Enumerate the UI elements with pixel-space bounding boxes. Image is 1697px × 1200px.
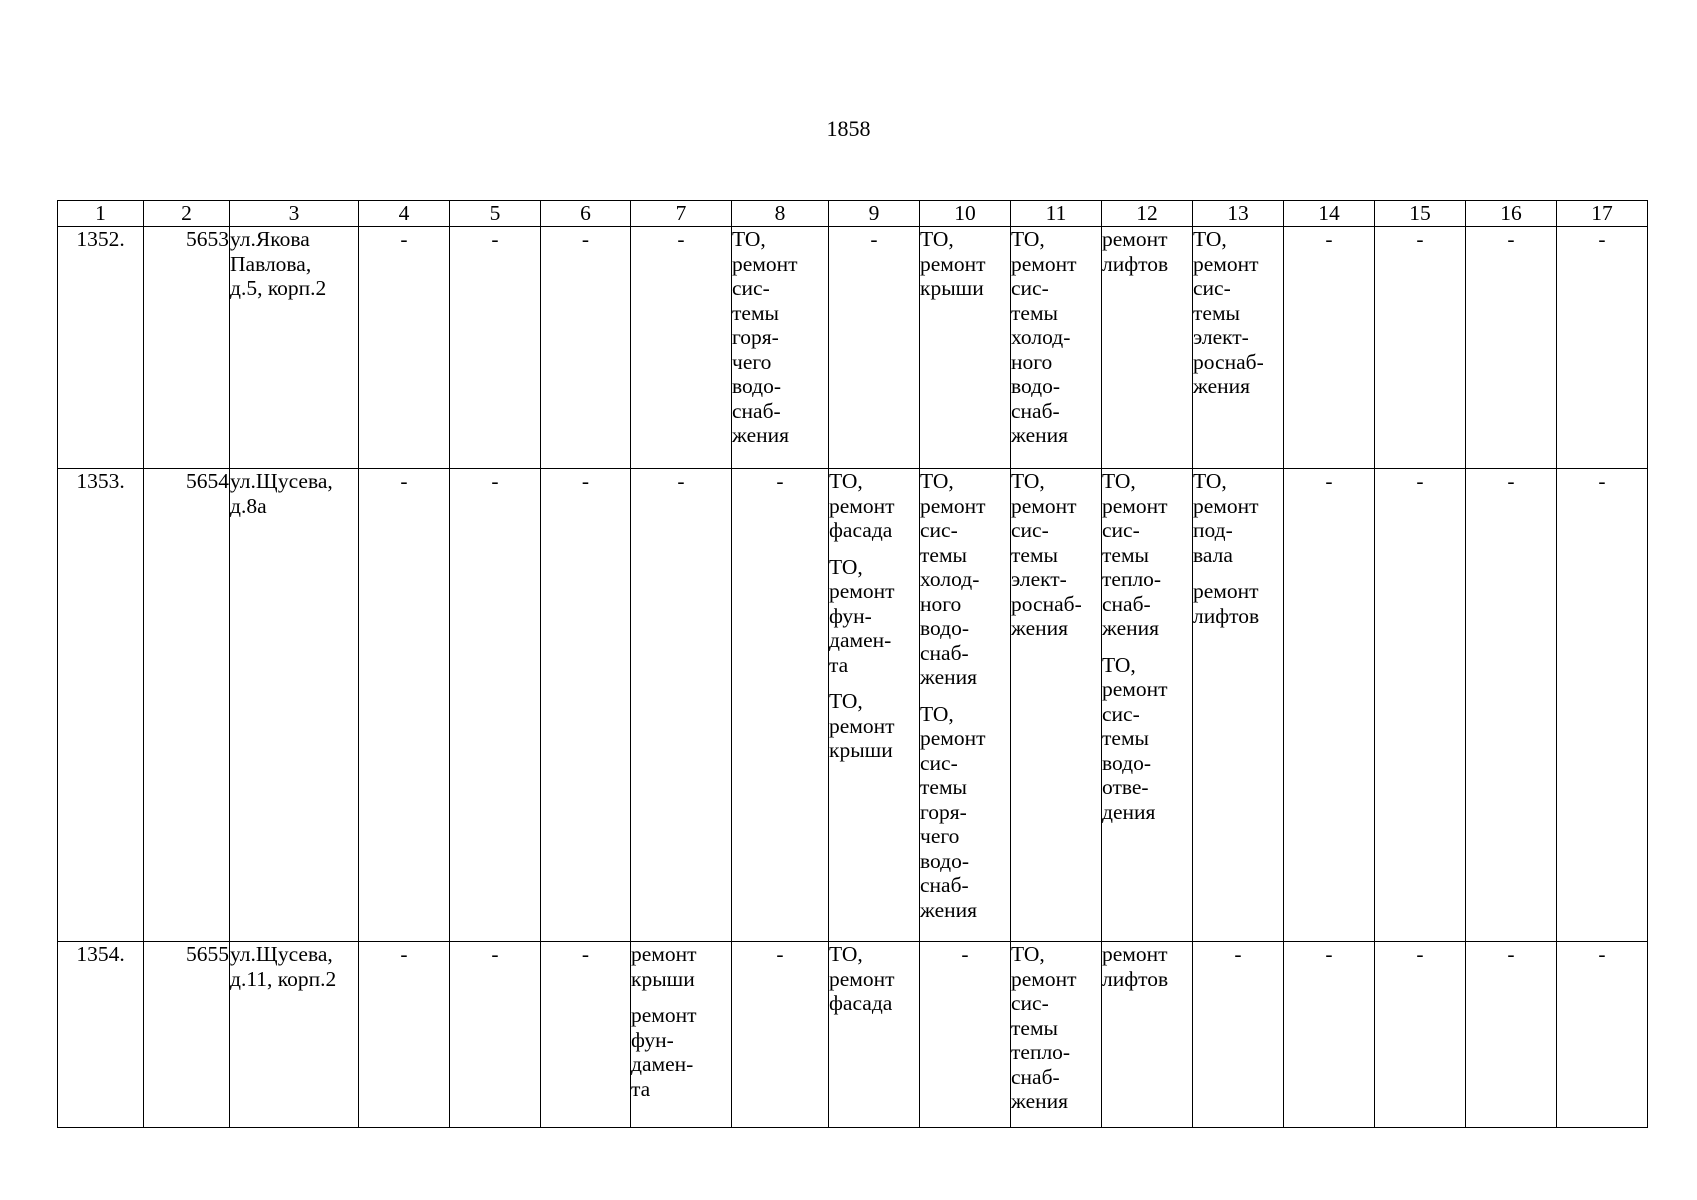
table-row [58,227,1648,469]
cell-col-12 [1102,469,1193,942]
cell-col-8 [732,227,829,469]
work-entry: ТО, ремонт сис- темы холод- ного водо- снаб- жения [920,469,986,689]
cell-col-16: - [1466,469,1557,942]
object-id: 5654 [144,469,230,942]
cell-col-9 [829,469,920,942]
header-cell: 12 [1102,201,1193,227]
header-cell: 10 [920,201,1011,227]
work-entry: ТО, ремонт крыши [829,689,895,762]
cell-col-7: - [631,227,732,469]
works-table [57,200,1648,1128]
work-entry: ТО, ремонт сис- темы элект- роснаб- жения [1193,227,1264,398]
cell-col-14: - [1284,942,1375,1128]
cell-col-13 [1193,469,1284,942]
cell-col-16: - [1466,942,1557,1128]
work-entry: ТО, ремонт сис- темы водо- отве- дения [1102,652,1168,824]
cell-col-10 [920,469,1011,942]
cell-col-15: - [1375,227,1466,469]
cell-col-9: - [829,227,920,469]
work-entry: ТО, ремонт сис- темы элект- роснаб- жения [1011,469,1082,640]
object-id: 5653 [144,227,230,469]
cell-col-6: - [541,469,631,942]
table-row [58,942,1648,1128]
work-entry: ремонт крыши [631,942,697,991]
cell-col-11 [1011,469,1102,942]
work-entry: ТО, ремонт сис- темы горя- чего водо- снаб- жения [920,701,986,922]
address-cell [230,942,359,1128]
work-entry: ремонт лифтов [1102,942,1169,991]
header-cell: 17 [1557,201,1648,227]
cell-col-5: - [450,469,541,942]
address-text: ул.Щусева, д.8а [230,469,333,518]
cell-col-9 [829,942,920,1128]
header-cell: 11 [1011,201,1102,227]
cell-col-14: - [1284,227,1375,469]
cell-col-13: - [1193,942,1284,1128]
header-cell: 16 [1466,201,1557,227]
work-entry: ТО, ремонт крыши [920,227,986,300]
work-entry: ремонт фун- дамен- та [631,1003,697,1101]
header-cell: 2 [144,201,230,227]
cell-col-11 [1011,227,1102,469]
header-cell: 4 [359,201,450,227]
cell-col-4: - [359,227,450,469]
cell-col-17: - [1557,942,1648,1128]
cell-col-13 [1193,227,1284,469]
page-number: 1858 [826,116,871,141]
cell-col-8: - [732,469,829,942]
work-entry: ТО, ремонт сис- темы холод- ного водо- снаб- жения [1011,227,1077,447]
work-entry: ремонт лифтов [1102,227,1169,276]
row-number: 1353. [58,469,144,942]
address-cell [230,469,359,942]
cell-col-8: - [732,942,829,1128]
cell-col-17: - [1557,469,1648,942]
cell-col-6: - [541,227,631,469]
cell-col-7 [631,942,732,1128]
cell-col-10: - [920,942,1011,1128]
cell-col-4: - [359,942,450,1128]
address-text: ул.Щусева, д.11, корп.2 [230,942,337,991]
work-entry: ТО, ремонт фун- дамен- та [829,554,895,677]
header-cell: 1 [58,201,144,227]
cell-col-7: - [631,469,732,942]
header-cell: 5 [450,201,541,227]
cell-col-16: - [1466,227,1557,469]
header-cell: 7 [631,201,732,227]
header-cell: 15 [1375,201,1466,227]
row-number: 1352. [58,227,144,469]
header-cell: 9 [829,201,920,227]
cell-col-5: - [450,227,541,469]
cell-col-4: - [359,469,450,942]
cell-col-17: - [1557,227,1648,469]
header-cell: 13 [1193,201,1284,227]
row-number: 1354. [58,942,144,1128]
work-entry: ремонт лифтов [1193,579,1260,628]
cell-col-15: - [1375,469,1466,942]
cell-col-10 [920,227,1011,469]
cell-col-14: - [1284,469,1375,942]
header-cell: 3 [230,201,359,227]
work-entry: ТО, ремонт под- вала [1193,469,1259,567]
address-text: ул.Якова Павлова, д.5, корп.2 [230,227,327,300]
address-cell [230,227,359,469]
object-id: 5655 [144,942,230,1128]
header-cell: 8 [732,201,829,227]
work-entry: ТО, ремонт фасада [829,942,895,1015]
cell-col-12 [1102,942,1193,1128]
header-cell: 14 [1284,201,1375,227]
header-cell: 6 [541,201,631,227]
work-entry: ТО, ремонт фасада [829,469,895,542]
cell-col-11 [1011,942,1102,1128]
header-row [58,201,1648,227]
work-entry: ТО, ремонт сис- темы тепло- снаб- жения [1102,469,1168,640]
work-entry: ТО, ремонт сис- темы горя- чего водо- снаб- жения [732,227,798,447]
table-row [58,469,1648,942]
work-entry: ТО, ремонт сис- темы тепло- снаб- жения [1011,942,1077,1113]
cell-col-6: - [541,942,631,1128]
cell-col-15: - [1375,942,1466,1128]
cell-col-5: - [450,942,541,1128]
cell-col-12 [1102,227,1193,469]
